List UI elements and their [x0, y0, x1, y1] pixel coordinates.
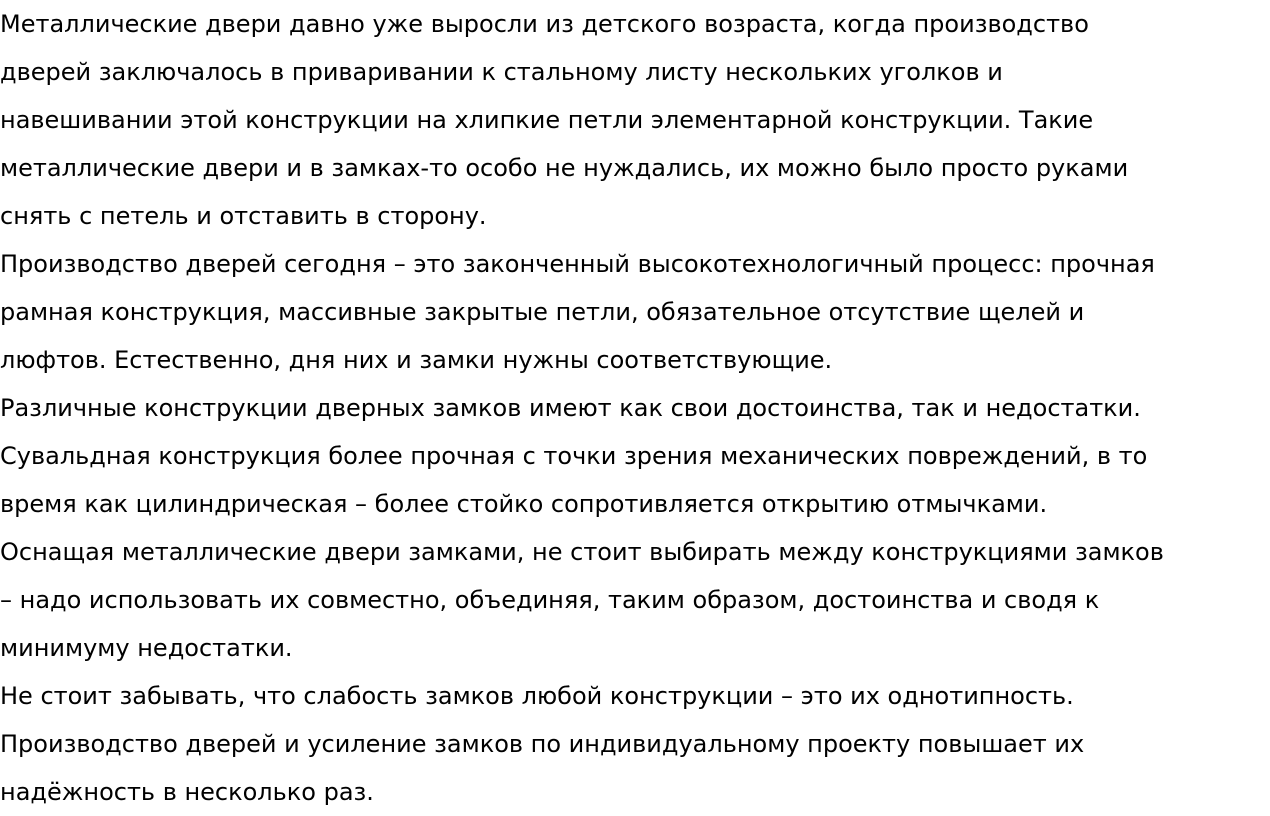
paragraph: Оснащая металлические двери замками, не стоит выбирать между конструкциями замков – надо использовать их совместно, объединяя, таким образом, достоинства и сводя к минимуму недостатки.: [0, 538, 1164, 662]
paragraph: Производство дверей сегодня – это законченный высокотехнологичный процесс: прочная рамная конструкция, массивные закрытые петли, обязательное отсутствие щелей и люфтов. Естественно, дня них и замки нужны соответствующие.: [0, 250, 1155, 374]
paragraph: Не стоит забывать, что слабость замков любой конструкции – это их однотипность. Производство дверей и усиление замков по индивидуальному проекту повышает их надёжность в несколько раз.: [0, 682, 1085, 806]
paragraph: Различные конструкции дверных замков имеют как свои достоинства, так и недостатки. Сувальдная конструкция более прочная с точки зрения механических повреждений, в то время как цилиндрическая – более стойко сопротивляется открытию отмычками.: [0, 394, 1148, 518]
paragraph: Металлические двери давно уже выросли из детского возраста, когда производство дверей заключалось в приваривании к стальному листу нескольких уголков и навешивании этой конструкции на хлипкие петли элементарной конструкции. Такие металлические двери и в замках-то особо не нуждались, их можно было просто руками снять с петель и отставить в сторону.: [0, 10, 1129, 230]
